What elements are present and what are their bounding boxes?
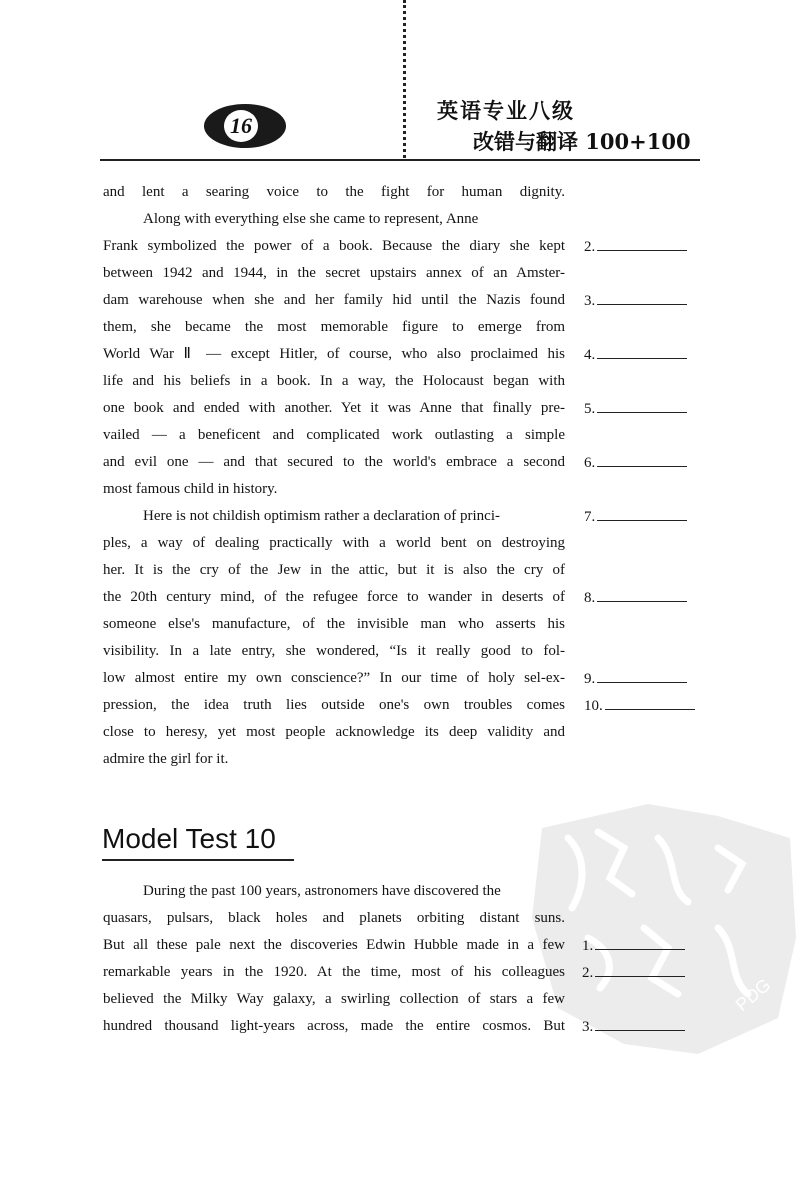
blank-number: 9. — [584, 671, 596, 687]
answer-blank[interactable] — [582, 962, 685, 983]
passage-line: close to heresy, yet most people acknowledge its deep validity and — [103, 724, 565, 740]
passage-line: most famous child in history. — [103, 481, 278, 497]
blank-line[interactable] — [597, 452, 687, 467]
answer-blank[interactable] — [584, 236, 687, 257]
blank-number: 8. — [584, 590, 596, 606]
answer-blank[interactable] — [584, 695, 695, 716]
blank-line[interactable] — [595, 1016, 685, 1031]
passage-line: them, she became the most memorable figure to emerge from — [103, 319, 565, 335]
passage-line: ples, a way of dealing practically with a world bent on destroying — [103, 535, 565, 551]
blank-number: 3. — [582, 1019, 594, 1035]
passage-line: and evil one — and that secured to the world's embrace a second — [103, 454, 565, 470]
passage-line: During the past 100 years, astronomers have discovered the — [143, 883, 501, 899]
blank-number: 5. — [584, 401, 596, 417]
passage-line: But all these pale next the discoveries Edwin Hubble made in a few — [103, 937, 565, 953]
passage-line: the 20th century mind, of the refugee force to wander in deserts of — [103, 589, 565, 605]
blank-number: 1. — [582, 938, 594, 954]
blank-line[interactable] — [605, 695, 695, 710]
page-number-badge — [201, 101, 287, 151]
blank-line[interactable] — [597, 506, 687, 521]
answer-blank[interactable] — [582, 1016, 685, 1037]
passage-line: dam warehouse when she and her family hid until the Nazis found — [103, 292, 565, 308]
passage-line: World War Ⅱ — except Hitler, of course, who also proclaimed his — [103, 346, 565, 362]
passage-line: remarkable years in the 1920. At the time, most of his colleagues — [103, 964, 565, 980]
passage-line: one book and ended with another. Yet it was Anne that finally pre- — [103, 400, 565, 416]
blank-number: 10. — [584, 698, 603, 714]
blank-number: 2. — [582, 965, 594, 981]
series-title-line2: 改错与翻译 100+100 — [473, 129, 691, 154]
passage-line: low almost entire my own conscience?” In our time of holy sel-ex- — [103, 670, 565, 686]
answer-blank[interactable] — [584, 398, 687, 419]
blank-number: 3. — [584, 293, 596, 309]
section-title-underline — [102, 859, 294, 861]
blank-line[interactable] — [597, 398, 687, 413]
section-title: Model Test 10 — [102, 823, 276, 854]
passage-line: hundred thousand light-years across, made the entire cosmos. But — [103, 1018, 565, 1034]
answer-blank[interactable] — [584, 452, 687, 473]
header-dotted-divider — [403, 0, 406, 158]
passage-line: Along with everything else she came to represent, Anne — [143, 211, 479, 227]
passage-line: quasars, pulsars, black holes and planets orbiting distant suns. — [103, 910, 565, 926]
passage-line: admire the girl for it. — [103, 751, 229, 767]
passage-line: between 1942 and 1944, in the secret upstairs annex of an Amster- — [103, 265, 565, 281]
series-title-line1: 英语专业八级 — [437, 98, 575, 123]
answer-blank[interactable] — [584, 290, 687, 311]
blank-number: 6. — [584, 455, 596, 471]
header-rule — [100, 159, 700, 161]
blank-number: 4. — [584, 347, 596, 363]
blank-line[interactable] — [597, 587, 687, 602]
page-number: 16 — [230, 113, 252, 138]
watermark-text: PDG — [731, 974, 775, 1016]
passage-line: vailed — a beneficent and complicated work outlasting a simple — [103, 427, 565, 443]
passage-line: believed the Milky Way galaxy, a swirling collection of stars a few — [103, 991, 565, 1007]
blank-line[interactable] — [597, 344, 687, 359]
answer-blank[interactable] — [584, 344, 687, 365]
passage-line: someone else's manufacture, of the invisible man who asserts his — [103, 616, 565, 632]
passage-line: her. It is the cry of the Jew in the attic, but it is also the cry of — [103, 562, 565, 578]
blank-line[interactable] — [595, 962, 685, 977]
passage-line: pression, the idea truth lies outside one's own troubles comes — [103, 697, 565, 713]
passage-line: and lent a searing voice to the fight for human dignity. — [103, 184, 565, 200]
blank-line[interactable] — [595, 935, 685, 950]
answer-blank[interactable] — [582, 935, 685, 956]
blank-line[interactable] — [597, 236, 687, 251]
passage-line: life and his beliefs in a book. In a way, the Holocaust began with — [103, 373, 565, 389]
answer-blank[interactable] — [584, 506, 687, 527]
blank-number: 7. — [584, 509, 596, 525]
blank-number: 2. — [584, 239, 596, 255]
passage-line: Here is not childish optimism rather a declaration of princi- — [143, 508, 500, 524]
answer-blank[interactable] — [584, 587, 687, 608]
blank-line[interactable] — [597, 290, 687, 305]
answer-blank[interactable] — [584, 668, 687, 689]
passage-line: Frank symbolized the power of a book. Because the diary she kept — [103, 238, 565, 254]
passage-line: visibility. In a late entry, she wondered, “Is it really good to fol- — [103, 643, 565, 659]
blank-line[interactable] — [597, 668, 687, 683]
